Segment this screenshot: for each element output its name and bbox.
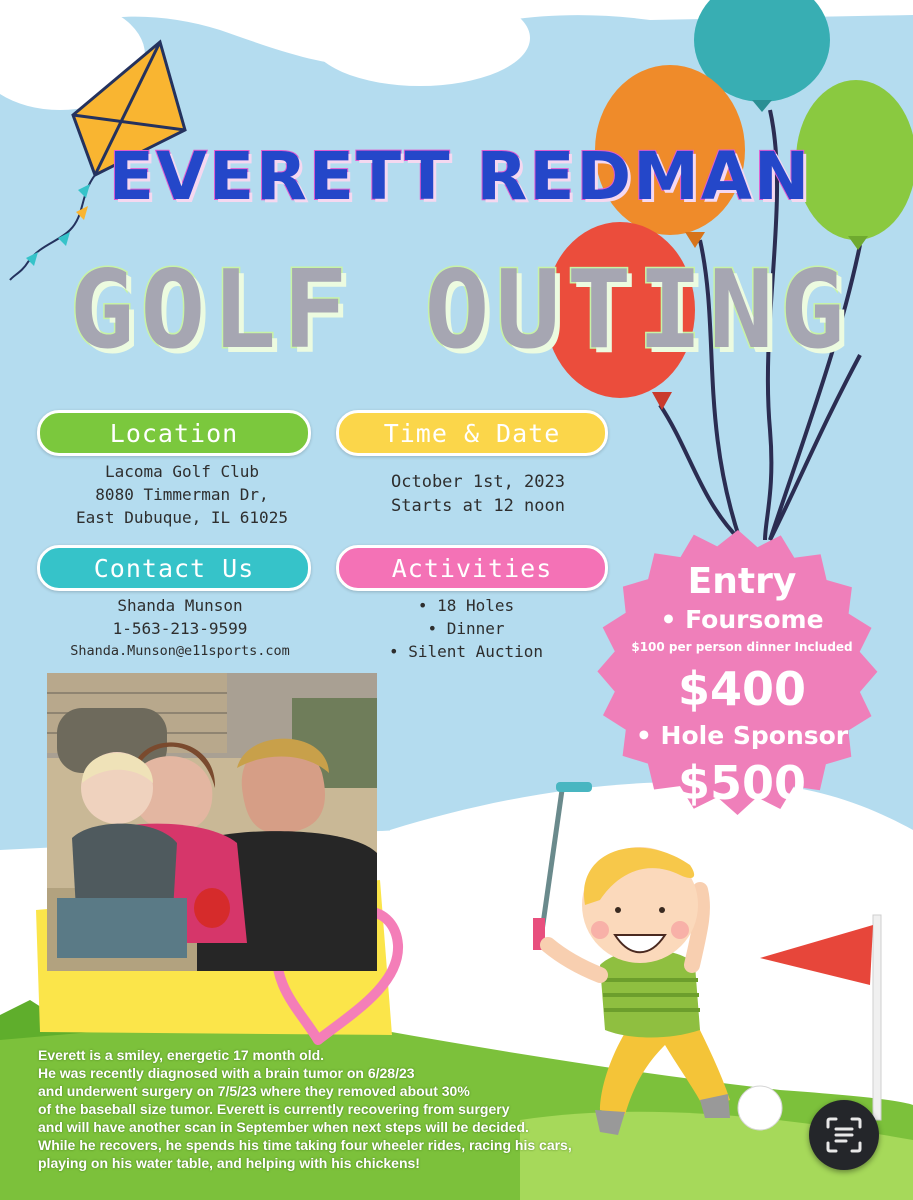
date-line: October 1st, 2023 (391, 472, 565, 492)
activity-item: • 18 Holes (417, 596, 515, 615)
contact-details (30, 594, 330, 663)
activity-item: • Dinner (427, 619, 505, 638)
location-label: Location (109, 418, 239, 448)
activity-item: • Silent Auction (388, 642, 544, 661)
contact-phone: 1-563-213-9599 (112, 619, 248, 638)
foursome-note: $100 per person dinner Included (631, 640, 853, 654)
entry-title: Entry (687, 561, 797, 602)
foursome-label: • Foursome (660, 605, 824, 634)
google-lens-icon (825, 1116, 863, 1154)
story-line: playing on his water table, and helping with his chickens! (38, 1155, 420, 1171)
activities-list (336, 594, 596, 663)
family-photo (47, 673, 377, 971)
story-line: and will have another scan in September when next steps will be decided. (38, 1119, 529, 1135)
sponsor-price: $500 (677, 756, 807, 810)
story-line: While he recovers, he spends his time taking four wheeler rides, racing his cars, (38, 1137, 572, 1153)
activities-pill (336, 545, 608, 591)
story-line: and underwent surgery on 7/5/23 where they removed about 30% (38, 1083, 470, 1099)
location-line: East Dubuque, IL 61025 (76, 508, 288, 527)
foursome-price: $400 (677, 662, 807, 716)
location-pill (37, 410, 311, 456)
title-name: EVERETT REDMAN (108, 138, 812, 215)
time-line: Starts at 12 noon (391, 496, 565, 516)
sponsor-label: • Hole Sponsor (635, 721, 849, 750)
location-line: 8080 Timmerman Dr, (95, 485, 269, 504)
story-line: of the baseball size tumor. Everett is currently recovering from surgery (38, 1101, 510, 1117)
time-date-details (336, 470, 620, 518)
location-line: Lacoma Golf Club (104, 462, 260, 481)
time-date-pill (336, 410, 608, 456)
entry-pricing (572, 560, 912, 814)
contact-name: Shanda Munson (117, 596, 243, 615)
contact-label: Contact Us (93, 553, 255, 583)
location-details (37, 460, 327, 529)
contact-pill (37, 545, 311, 591)
story-line: He was recently diagnosed with a brain tumor on 6/28/23 (38, 1065, 415, 1081)
story-text (38, 1046, 678, 1172)
google-lens-button[interactable] (809, 1100, 879, 1170)
time-date-label: Time & Date (383, 418, 561, 448)
contact-email: Shanda.Munson@e11sports.com (70, 643, 290, 659)
title-event: GOLF OUTING (69, 248, 851, 373)
story-line: Everett is a smiley, energetic 17 month old. (38, 1047, 325, 1063)
activities-label: Activities (391, 553, 553, 583)
